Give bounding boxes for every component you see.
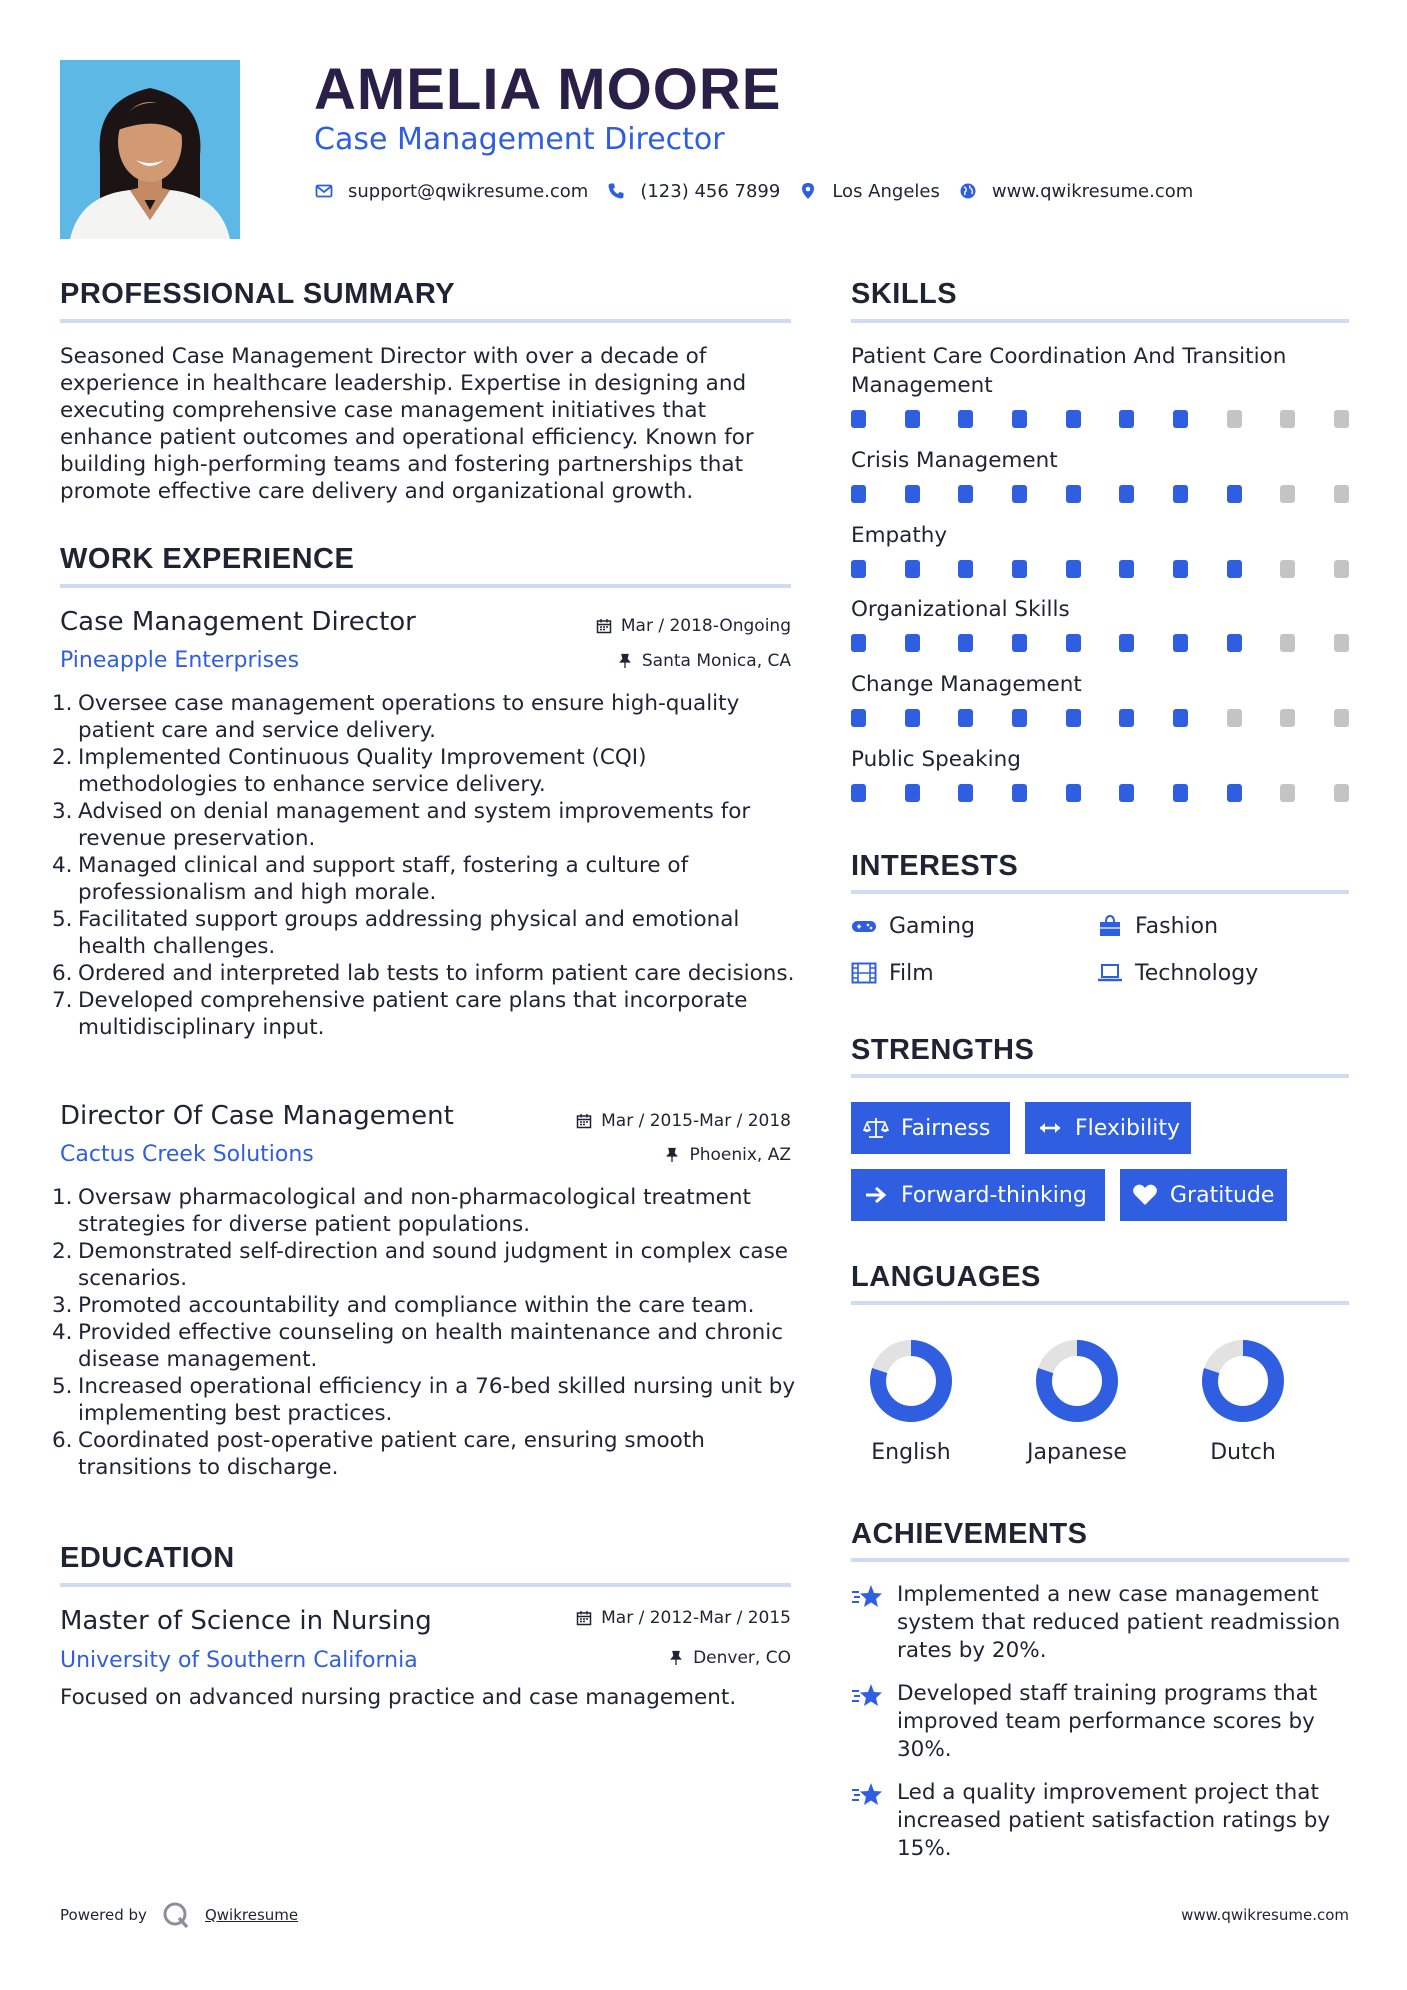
skill-dot-filled <box>1012 485 1027 503</box>
skill-dot-filled <box>1066 784 1081 802</box>
skill-dot-empty <box>1334 634 1349 652</box>
list-item-text: Managed clinical and support staff, fostering a culture of professionalism and high morale. <box>78 853 689 905</box>
gamepad-icon <box>851 915 877 937</box>
skill-dot-empty <box>1334 410 1349 428</box>
achievement-item <box>851 1779 1351 1863</box>
strength-badge <box>1025 1102 1191 1154</box>
job-location <box>664 1144 791 1166</box>
strength-badge <box>1120 1169 1287 1221</box>
skill-dot-filled <box>851 560 866 578</box>
job-company: Cactus Creek Solutions <box>60 1142 314 1167</box>
star-award-icon <box>851 1680 885 1764</box>
skill-rating <box>851 784 1349 802</box>
list-item-text: Implemented Continuous Quality Improvement (CQI) methodologies to enhance service delivery. <box>78 745 647 797</box>
language-donut <box>869 1339 953 1423</box>
job-responsibilities <box>52 1184 802 1481</box>
list-item <box>52 1373 802 1427</box>
list-number: 5. <box>52 907 73 932</box>
language-donut <box>1201 1339 1285 1423</box>
achievement-text: Developed staff training programs that improved team performance scores by 30%. <box>897 1681 1318 1762</box>
list-item-text: Promoted accountability and compliance within the care team. <box>78 1293 755 1318</box>
skill-name: Public Speaking <box>851 747 1021 772</box>
heart-icon <box>1132 1182 1158 1208</box>
job-location-text: Phoenix, AZ <box>689 1145 791 1165</box>
skill-dot-empty <box>1334 709 1349 727</box>
contact-website[interactable] <box>958 181 1193 202</box>
laptop-icon <box>1097 962 1123 984</box>
list-item-text: Facilitated support groups addressing physical and emotional health challenges. <box>78 907 740 959</box>
interests-heading: INTERESTS <box>851 850 1019 882</box>
skill-dot-filled <box>1227 784 1242 802</box>
skill-dot-filled <box>905 784 920 802</box>
skill-dot-filled <box>1119 634 1134 652</box>
achievements-rule <box>851 1558 1349 1562</box>
list-item <box>52 906 802 960</box>
list-item <box>52 690 802 744</box>
skill-dot-empty <box>1280 485 1295 503</box>
achievement-item <box>851 1680 1351 1764</box>
job-date-text: Mar / 2015-Mar / 2018 <box>601 1111 791 1131</box>
skill-dot-filled <box>1227 485 1242 503</box>
envelope-icon <box>314 181 334 201</box>
strength-label: Gratitude <box>1170 1182 1275 1208</box>
skill-dot-empty <box>1280 560 1295 578</box>
skill-dot-filled <box>851 709 866 727</box>
skill-rating <box>851 410 1349 428</box>
skill-name: Empathy <box>851 523 948 548</box>
list-number: 6. <box>52 1428 73 1453</box>
education-rule <box>60 1583 791 1587</box>
list-item-text: Coordinated post-operative patient care, ensuring smooth transitions to discharge. <box>78 1428 705 1480</box>
strength-label: Flexibility <box>1075 1115 1180 1141</box>
skill-dot-filled <box>958 709 973 727</box>
list-item-text: Increased operational efficiency in a 76-bed skilled nursing unit by implementing best practices. <box>78 1374 796 1426</box>
job-date <box>596 615 791 637</box>
job-location-text: Santa Monica, CA <box>641 651 791 671</box>
calendar-icon <box>576 1113 592 1129</box>
website-text: www.qwikresume.com <box>991 180 1194 202</box>
list-item-text: Demonstrated self-direction and sound judgment in complex case scenarios. <box>78 1239 789 1291</box>
list-number: 3. <box>52 1293 73 1318</box>
interest-label: Technology <box>1135 960 1259 986</box>
achievements-heading: ACHIEVEMENTS <box>851 1518 1088 1550</box>
skill-dot-filled <box>905 709 920 727</box>
skill-dot-filled <box>1012 410 1027 428</box>
list-number: 2. <box>52 745 73 770</box>
star-award-icon <box>851 1581 885 1665</box>
skill-dot-filled <box>1119 410 1134 428</box>
list-number: 6. <box>52 961 73 986</box>
list-number: 5. <box>52 1374 73 1399</box>
interest-item <box>1097 912 1218 940</box>
qwikresume-logo-icon <box>161 1900 191 1930</box>
skill-dot-filled <box>1066 709 1081 727</box>
skill-dot-filled <box>1066 485 1081 503</box>
phone-text: (123) 456 7899 <box>640 180 781 202</box>
skill-rating <box>851 634 1349 652</box>
skill-dot-filled <box>958 784 973 802</box>
summary-rule <box>60 319 791 323</box>
calendar-icon <box>596 618 612 634</box>
candidate-name: AMELIA MOORE <box>314 57 782 122</box>
interests-rule <box>851 890 1349 894</box>
location-text: Los Angeles <box>832 180 940 202</box>
contact-phone[interactable] <box>606 181 780 202</box>
education-date <box>576 1607 791 1629</box>
skill-dot-filled <box>1066 634 1081 652</box>
footer-powered-by <box>60 1900 298 1930</box>
skill-dot-filled <box>1012 560 1027 578</box>
education-heading: EDUCATION <box>60 1542 235 1574</box>
skill-dot-filled <box>1173 634 1188 652</box>
achievement-text: Implemented a new case management system that reduced patient readmission rates by 20%. <box>897 1582 1341 1663</box>
education-description: Focused on advanced nursing practice and case management. <box>60 1685 737 1710</box>
skill-dot-empty <box>1334 784 1349 802</box>
powered-by-text: Powered by <box>60 1906 147 1924</box>
strengths-rule <box>851 1074 1349 1078</box>
film-icon <box>851 962 877 984</box>
strength-label: Forward-thinking <box>901 1182 1087 1208</box>
job-date <box>576 1110 791 1132</box>
contact-email[interactable] <box>314 181 588 202</box>
list-item <box>52 1319 802 1373</box>
skill-dot-filled <box>905 560 920 578</box>
list-item-text: Provided effective counseling on health maintenance and chronic disease management. <box>78 1320 784 1372</box>
contact-bar <box>314 178 1211 204</box>
pushpin-icon <box>668 1650 684 1666</box>
skill-dot-filled <box>851 485 866 503</box>
skill-rating <box>851 485 1349 503</box>
skill-dot-empty <box>1227 410 1242 428</box>
arrow-right-icon <box>863 1182 889 1208</box>
map-pin-icon <box>798 181 818 201</box>
candidate-title: Case Management Director <box>314 122 725 157</box>
skill-dot-filled <box>958 410 973 428</box>
skill-dot-empty <box>1227 709 1242 727</box>
list-item <box>52 1427 802 1481</box>
list-item <box>52 987 802 1041</box>
skill-dot-filled <box>1119 709 1134 727</box>
interest-label: Film <box>889 960 934 986</box>
strengths-heading: STRENGTHS <box>851 1034 1035 1066</box>
skill-rating <box>851 560 1349 578</box>
qwikresume-link[interactable]: Qwikresume <box>204 1906 299 1924</box>
skill-dot-empty <box>1280 784 1295 802</box>
strength-badge <box>851 1169 1105 1221</box>
arrows-horizontal-icon <box>1037 1115 1063 1141</box>
skill-dot-filled <box>905 485 920 503</box>
phone-icon <box>606 181 626 201</box>
skill-dot-filled <box>1119 784 1134 802</box>
job-company: Pineapple Enterprises <box>60 648 300 673</box>
pushpin-icon <box>664 1147 680 1163</box>
shopping-bag-icon <box>1097 915 1123 937</box>
skill-dot-filled <box>905 410 920 428</box>
education-date-text: Mar / 2012-Mar / 2015 <box>601 1608 791 1628</box>
list-item <box>52 1238 802 1292</box>
skills-heading: SKILLS <box>851 278 958 310</box>
skill-dot-filled <box>1173 709 1188 727</box>
summary-heading: PROFESSIONAL SUMMARY <box>60 278 456 310</box>
skill-name: Change Management <box>851 672 1082 697</box>
achievement-item <box>851 1581 1351 1665</box>
list-item-text: Oversee case management operations to ensure high-quality patient care and service delivery. <box>78 691 740 743</box>
language-name: English <box>871 1440 951 1465</box>
strength-badge <box>851 1102 1010 1154</box>
interest-item <box>851 912 975 940</box>
skill-dot-filled <box>905 634 920 652</box>
skill-dot-filled <box>1173 485 1188 503</box>
job-responsibilities <box>52 690 802 1041</box>
interest-label: Gaming <box>889 913 975 939</box>
calendar-icon <box>576 1610 592 1626</box>
language-name: Dutch <box>1210 1440 1276 1465</box>
skill-dot-filled <box>851 634 866 652</box>
languages-rule <box>851 1301 1349 1305</box>
skill-dot-empty <box>1334 485 1349 503</box>
skill-dot-filled <box>851 410 866 428</box>
job-title: Case Management Director <box>60 607 416 637</box>
profile-photo-illustration <box>60 60 240 239</box>
email-text: support@qwikresume.com <box>348 180 589 202</box>
skill-dot-filled <box>1227 634 1242 652</box>
achievement-text: Led a quality improvement project that increased patient satisfaction ratings by 15%. <box>897 1780 1331 1861</box>
language-item <box>1012 1339 1142 1467</box>
interest-item <box>1097 959 1258 987</box>
skill-dot-empty <box>1280 410 1295 428</box>
list-number: 4. <box>52 1320 73 1345</box>
skill-name: Organizational Skills <box>851 597 1070 622</box>
list-number: 7. <box>52 988 73 1013</box>
list-item <box>52 852 802 906</box>
skill-dot-filled <box>958 560 973 578</box>
experience-heading: WORK EXPERIENCE <box>60 543 355 575</box>
education-location-text: Denver, CO <box>693 1648 791 1668</box>
skill-dot-filled <box>1227 560 1242 578</box>
list-item-text: Ordered and interpreted lab tests to inform patient care decisions. <box>78 961 795 986</box>
experience-rule <box>60 584 791 588</box>
languages-heading: LANGUAGES <box>851 1261 1041 1293</box>
star-award-icon <box>851 1779 885 1863</box>
skill-dot-filled <box>1173 410 1188 428</box>
job-date-text: Mar / 2018-Ongoing <box>620 616 791 636</box>
footer-website[interactable]: www.qwikresume.com <box>1181 1906 1349 1924</box>
contact-location <box>798 181 940 202</box>
degree-title: Master of Science in Nursing <box>60 1606 432 1636</box>
list-item <box>52 1292 802 1319</box>
education-location <box>668 1647 791 1669</box>
list-number: 3. <box>52 799 73 824</box>
globe-icon <box>958 181 978 201</box>
list-item <box>52 960 802 987</box>
skill-dot-empty <box>1334 560 1349 578</box>
skill-dot-filled <box>1066 560 1081 578</box>
list-item <box>52 744 802 798</box>
strength-label: Fairness <box>901 1115 991 1141</box>
skill-dot-filled <box>958 634 973 652</box>
interest-item <box>851 959 934 987</box>
list-item <box>52 1184 802 1238</box>
skill-dot-filled <box>1119 560 1134 578</box>
list-number: 2. <box>52 1239 73 1264</box>
skill-dot-filled <box>1012 634 1027 652</box>
summary-text: Seasoned Case Management Director with over a decade of experience in healthcare leadership. Expertise in designing and executing comprehensive case management initiatives that enhance patient outcomes and operational efficiency. Known for building high-performing teams and fostering partnerships that promote effective care delivery and organizational growth. <box>60 344 754 504</box>
list-number: 1. <box>52 1185 73 1210</box>
list-item <box>52 798 802 852</box>
skill-name: Patient Care Coordination And Transition Management <box>851 344 1287 398</box>
skill-dot-filled <box>1173 784 1188 802</box>
skill-dot-filled <box>1173 560 1188 578</box>
pushpin-icon <box>617 653 633 669</box>
job-location <box>617 650 791 672</box>
language-item <box>1178 1339 1308 1467</box>
list-number: 1. <box>52 691 73 716</box>
skill-dot-empty <box>1280 709 1295 727</box>
language-item <box>846 1339 976 1467</box>
skill-rating <box>851 709 1349 727</box>
list-item-text: Advised on denial management and system improvements for revenue preservation. <box>78 799 751 851</box>
interest-label: Fashion <box>1135 913 1219 939</box>
skill-dot-filled <box>958 485 973 503</box>
language-name: Japanese <box>1027 1440 1127 1465</box>
skill-dot-filled <box>851 784 866 802</box>
skill-dot-filled <box>1066 410 1081 428</box>
list-item-text: Oversaw pharmacological and non-pharmacological treatment strategies for diverse patient populations. <box>78 1185 751 1237</box>
balance-scale-icon <box>863 1115 889 1141</box>
skill-name: Crisis Management <box>851 448 1058 473</box>
skill-dot-filled <box>1119 485 1134 503</box>
skills-rule <box>851 319 1349 323</box>
skill-dot-empty <box>1280 634 1295 652</box>
skill-dot-filled <box>1012 709 1027 727</box>
language-donut <box>1035 1339 1119 1423</box>
list-item-text: Developed comprehensive patient care plans that incorporate multidisciplinary input. <box>78 988 748 1040</box>
skill-dot-filled <box>1012 784 1027 802</box>
job-title: Director Of Case Management <box>60 1101 454 1131</box>
profile-photo <box>60 60 240 239</box>
school-name: University of Southern California <box>60 1648 418 1673</box>
list-number: 4. <box>52 853 73 878</box>
